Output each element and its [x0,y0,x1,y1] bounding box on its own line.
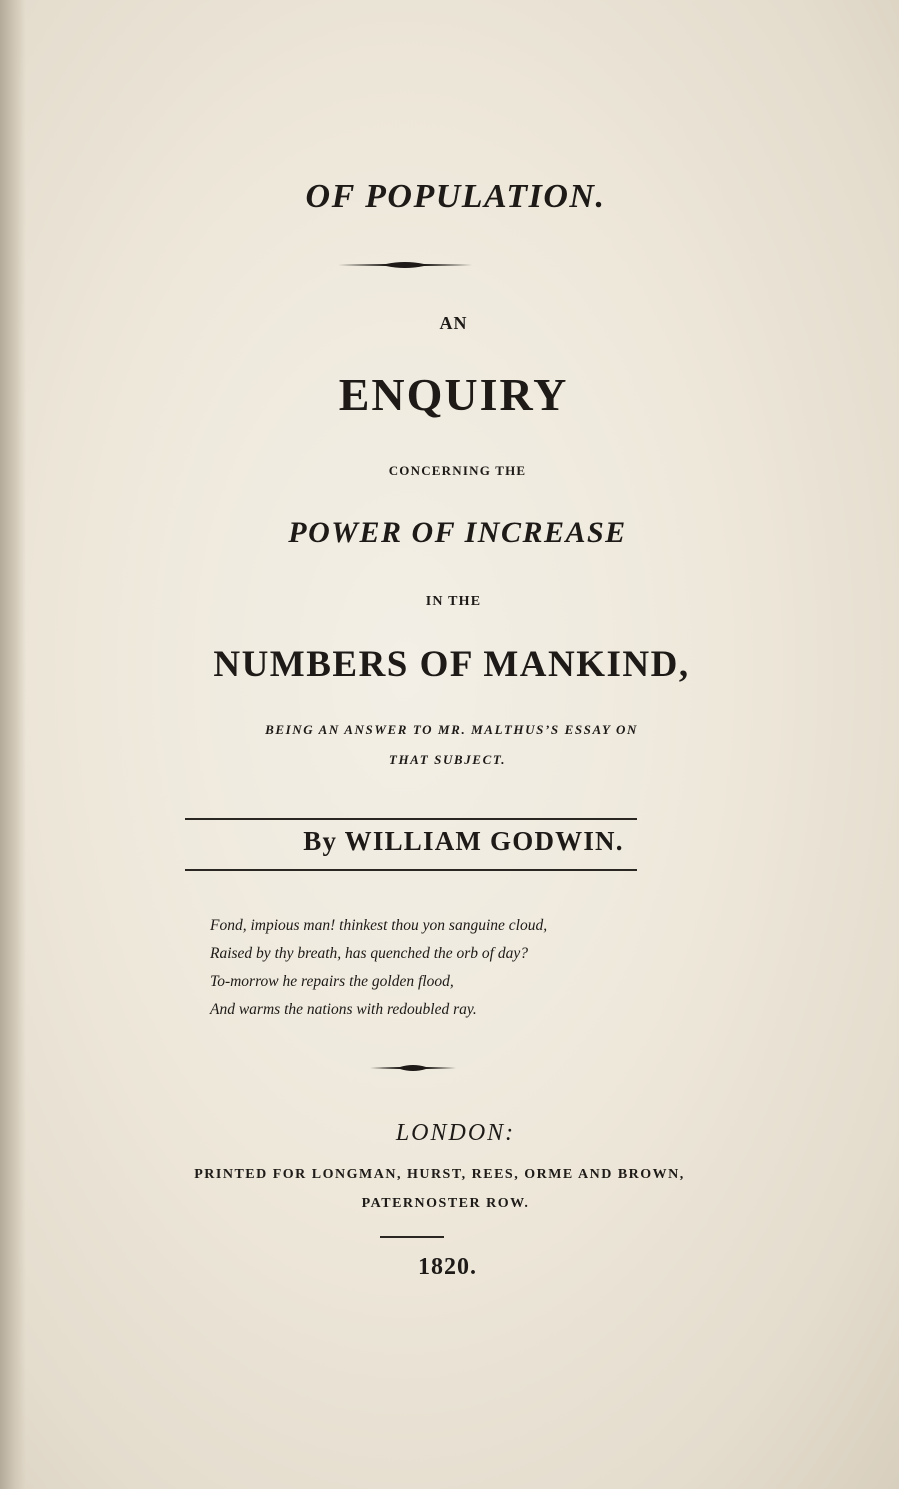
ornamental-rule-top [338,260,472,270]
subtitle-power: POWER OF INCREASE [288,516,627,549]
author-by: By [303,826,338,856]
author-name: WILLIAM GODWIN. [344,826,624,856]
imprint-year: 1820. [418,1254,477,1280]
subtitle-answer-line-2: THAT SUBJECT. [388,752,507,767]
verse-line: And warms the nations with redoubled ray. [210,1001,477,1018]
verse-line: Fond, impious man! thinkest thou yon sanguine cloud, [210,917,548,934]
verse-line: Raised by thy breath, has quenched the orb of day? [210,945,528,962]
imprint-printer-line-1: PRINTED FOR LONGMAN, HURST, REES, ORME AND BROWN, [194,1167,685,1182]
subtitle-numbers: NUMBERS OF MANKIND, [213,644,690,685]
ornamental-rule-bottom [370,1063,456,1073]
subtitle-answer-line-1: BEING AN ANSWER TO MR. MALTHUS’S ESSAY ON [265,722,638,737]
verse-line: To-morrow he repairs the golden flood, [210,973,454,990]
imprint-place: LONDON: [395,1120,516,1146]
subtitle-in-the: IN THE [425,594,482,609]
subtitle-an: AN [439,313,468,333]
imprint-rule [380,1236,444,1238]
book-title: OF POPULATION. [305,178,606,215]
epigraph-verse [210,912,547,1024]
imprint-printer-line-2: PATERNOSTER ROW. [361,1196,530,1211]
author-rule-top [185,818,637,820]
author-rule-bottom [185,869,637,871]
author-line [14,826,899,857]
subtitle-concerning: CONCERNING THE [388,463,527,478]
subtitle-enquiry: ENQUIRY [338,369,569,420]
